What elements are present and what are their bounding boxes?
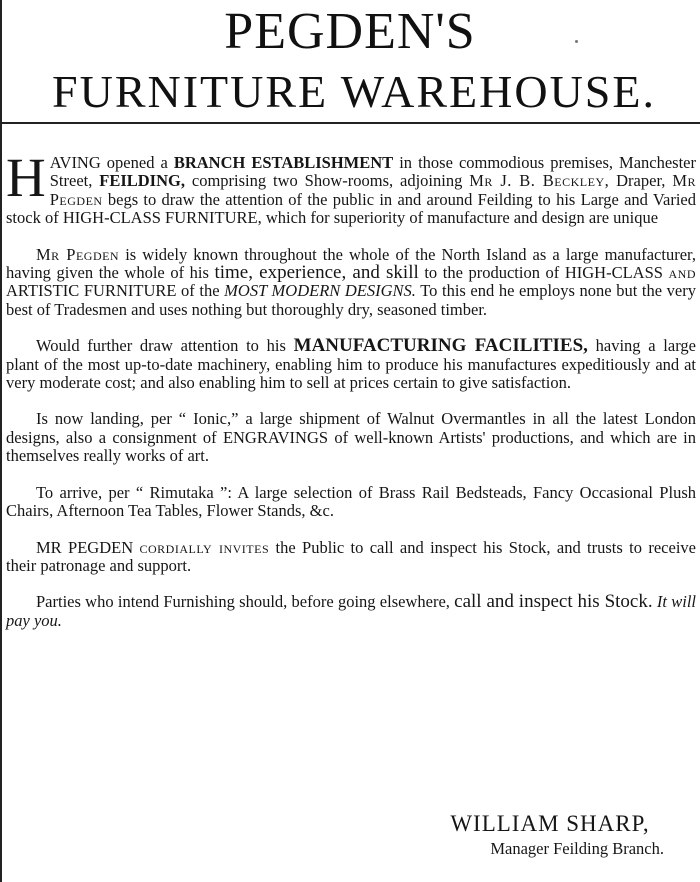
text-run: of well-known Artists' productions, and which are in themselves really works of art. — [6, 427, 696, 466]
and-connector: and — [668, 263, 697, 283]
signatory-title: Manager Feilding Branch. — [490, 839, 664, 858]
advertisement-body — [6, 147, 697, 648]
text-run: the Public to call and inspect his Stock, and trusts to receive their patronage and support. — [6, 537, 696, 575]
time-experience-skill: time, experience, and skill — [214, 262, 419, 284]
headline-line-1: PEGDEN'S — [224, 3, 476, 60]
paragraph-ionic-shipment — [6, 410, 696, 465]
headline-line-2: FURNITURE WAREHOUSE. — [52, 66, 656, 117]
signatory-name: WILLIAM SHARP, — [450, 811, 650, 836]
paragraph-manufacturing — [6, 337, 696, 392]
text-run: is widely known throughout the whole of the North Island as a large manufacturer, having given the whole of his — [6, 244, 696, 283]
text-run: AVING opened a — [49, 153, 174, 172]
text-run: which for superiority of manufacture and design are unique — [261, 208, 659, 228]
text-run: of the — [176, 281, 225, 301]
mr-pegden-caps: MR PEGDEN — [36, 537, 134, 557]
manufacturing-facilities: MANUFACTURING FACILITIES, — [293, 335, 588, 357]
cordially-invites: cordially invites — [139, 537, 270, 557]
text-run: Is now landing, per “ Ionic,” a large shipment of Walnut Overmantles in all the latest London designs, also a consignment of — [6, 409, 696, 447]
beckley-name: Mr J. B. Beckley, — [469, 171, 610, 191]
text-run: having a large plant of the most up-to-date machinery, enabling him to produce his manufactures expeditiously and at very moderate cost; and also enabling him to sell at prices certain to give satisfaction. — [6, 336, 696, 393]
pegden-name: Mr Pegden — [36, 244, 120, 264]
paragraph-branch-establishment — [6, 147, 696, 228]
pegden-name: Mr Pegden — [49, 171, 696, 209]
text-run: Parties who intend Furnishing should, before going elsewhere, — [36, 592, 455, 612]
call-and-inspect: call and inspect his Stock. — [454, 591, 653, 613]
feilding-place-name: FEILDING, — [99, 171, 185, 191]
branch-establishment-heading: BRANCH ESTABLISHMENT — [173, 153, 394, 172]
it-will-pay-you: It will pay you. — [6, 592, 696, 630]
left-column-rule — [0, 0, 2, 882]
paragraph-reputation — [6, 246, 696, 320]
text-run: begs to draw the attention of the public in and around Feilding to his Large and Varied stock of — [6, 189, 696, 228]
text-run: To arrive, per “ Rimutaka ”: A large selection of Brass Rail Bedsteads, Fancy Occasional Plush Chairs, Afternoon Tea Tables, Flower Stands, &c. — [6, 482, 696, 521]
text-run: to the production of — [418, 263, 565, 283]
paragraph-rimutaka-arrivals — [6, 484, 696, 521]
paragraph-closing — [6, 593, 696, 630]
high-class-furniture: HIGH-CLASS FURNITURE, — [62, 208, 262, 228]
engravings-label: ENGRAVINGS — [222, 427, 329, 447]
headline-rule — [0, 122, 700, 124]
signature-block — [450, 811, 664, 859]
drop-cap: H — [6, 147, 46, 208]
text-run: in those commodious premises, Manchester Street, — [49, 153, 696, 191]
high-class-label: HIGH-CLASS — [564, 263, 663, 283]
most-modern-designs: MOST MODERN DESIGNS. — [224, 281, 416, 301]
artistic-furniture-label: ARTISTIC FURNITURE — [6, 281, 177, 301]
paragraph-invitation — [6, 539, 696, 576]
text-run: To this end he employs none but the very best of Tradesmen and uses nothing but thoroughly dry, seasoned timber. — [6, 281, 696, 319]
text-run: Draper, — [609, 171, 673, 191]
text-run: comprising two Show-rooms, adjoining — [184, 171, 470, 191]
text-run: Would further draw attention to his — [36, 336, 294, 356]
